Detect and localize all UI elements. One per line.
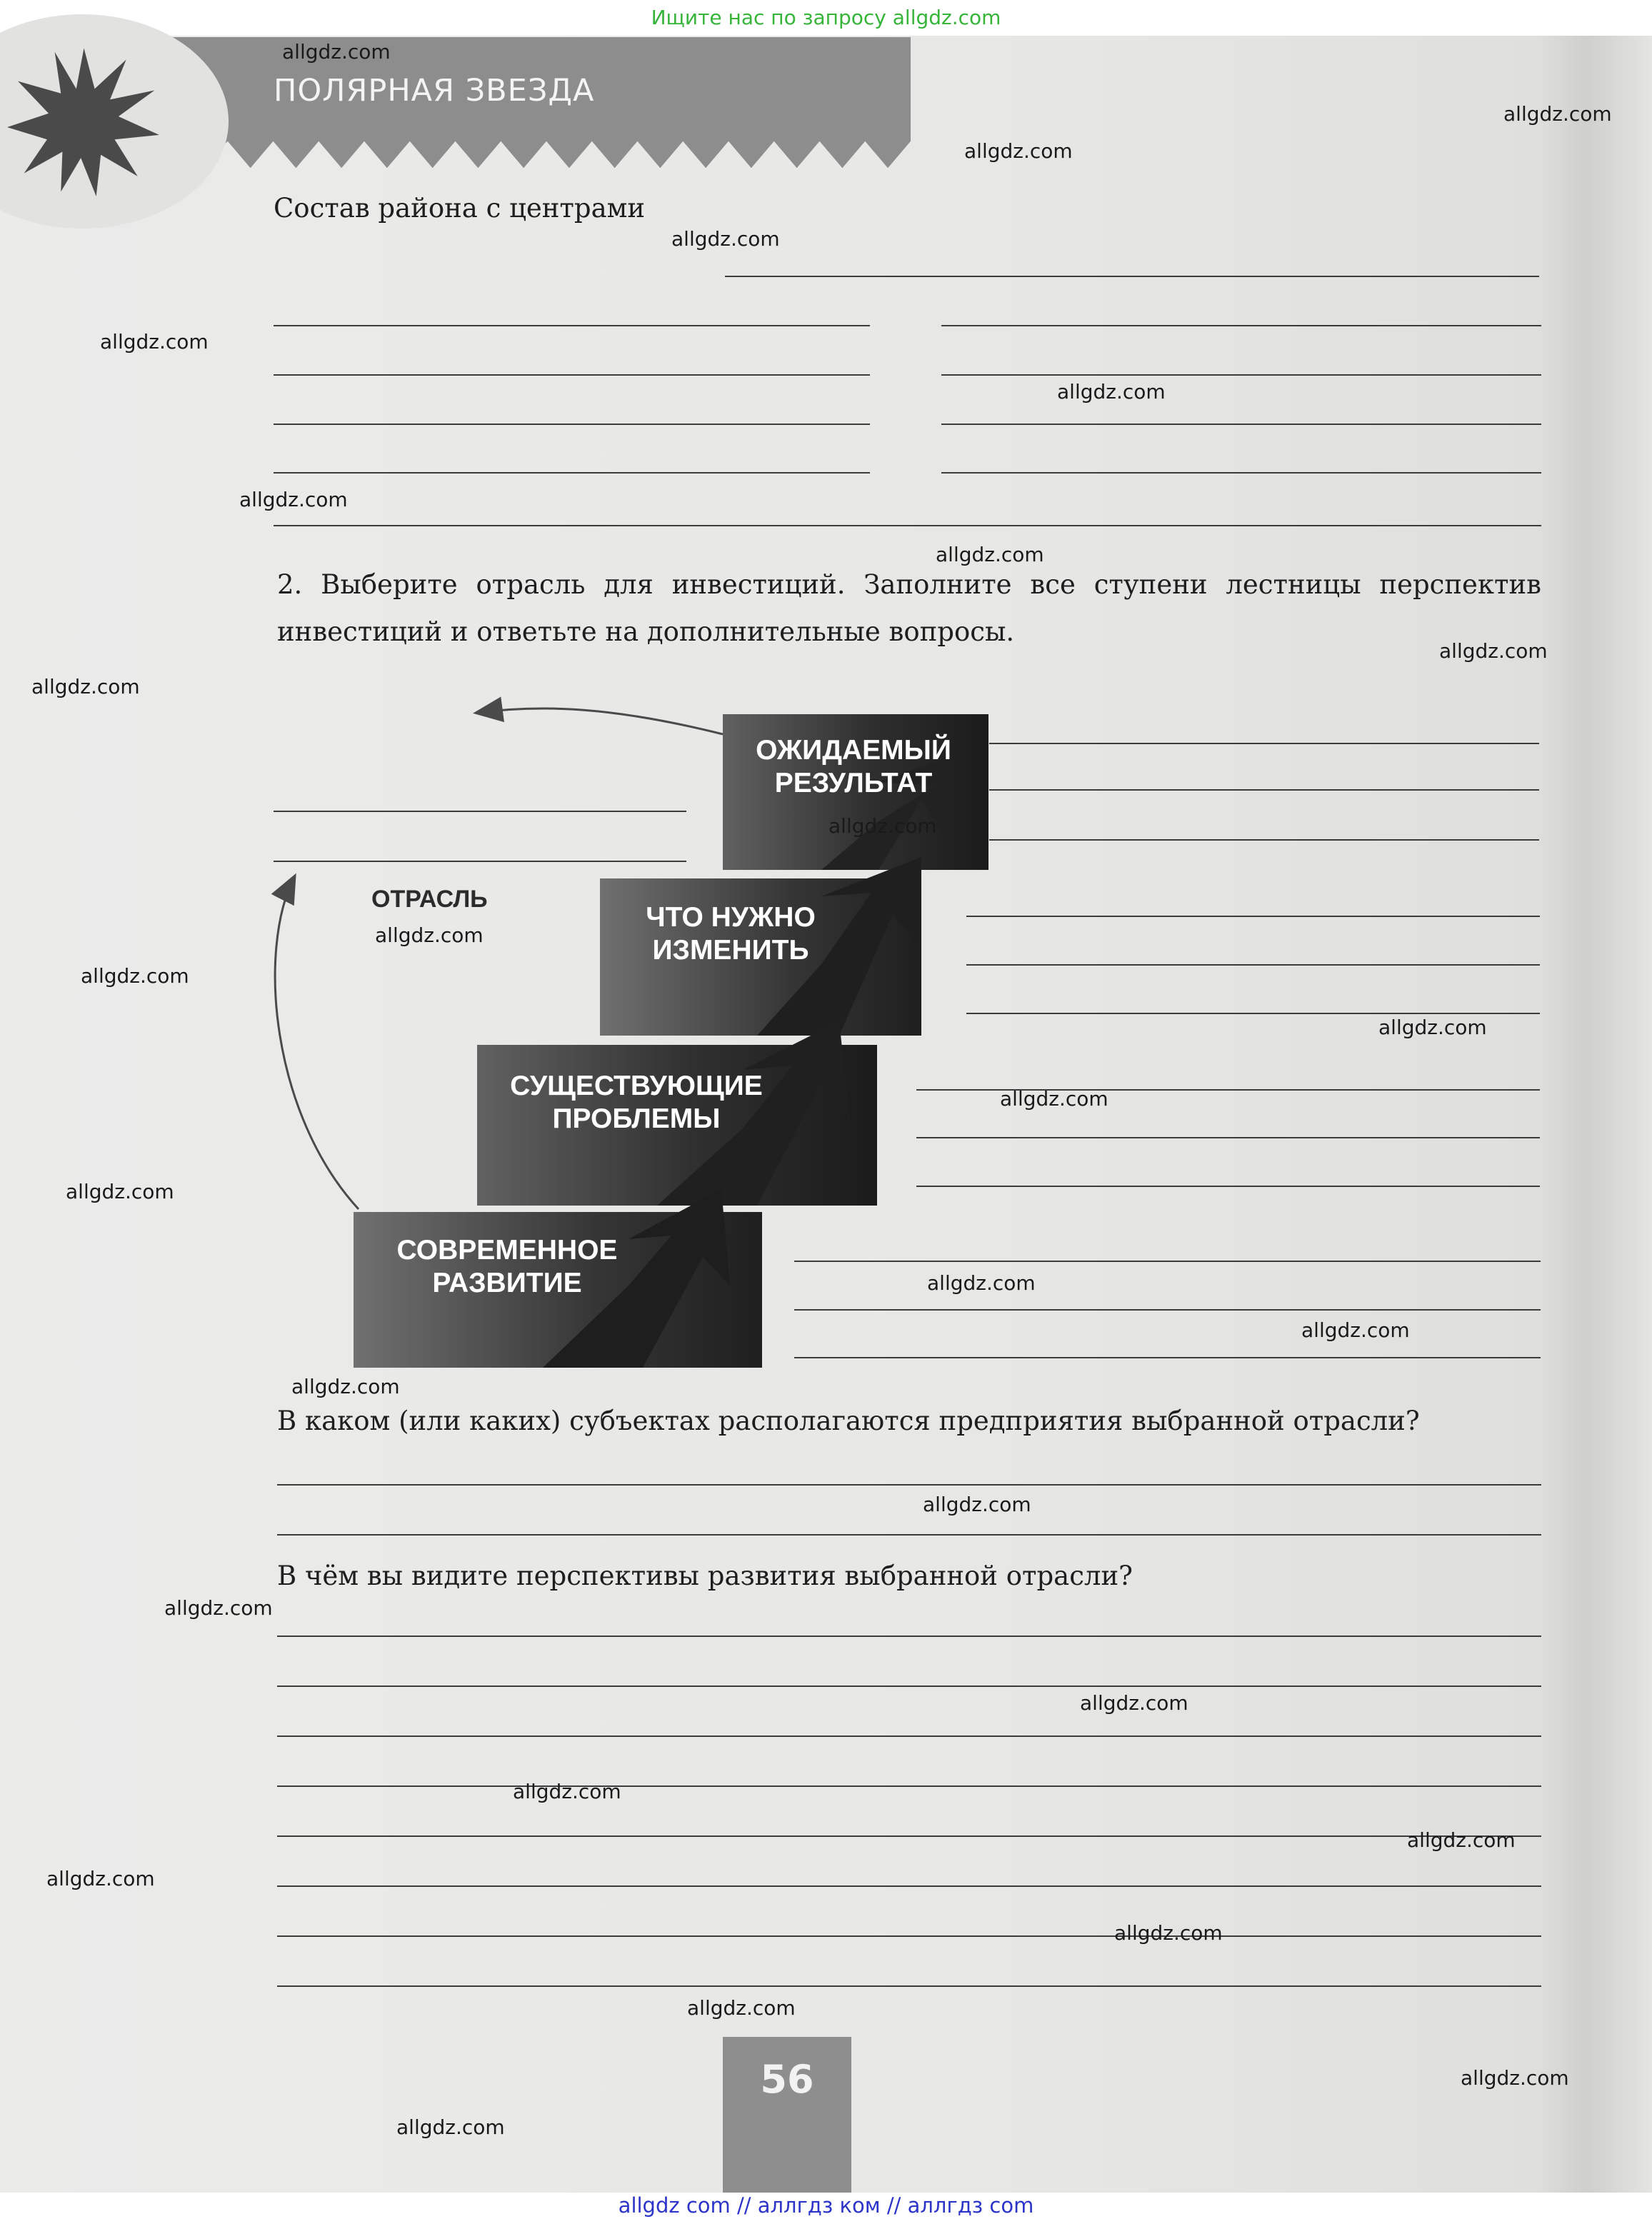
- task-2-text: 2. Выберите отрасль для инвестиций. Заполните все ступени лестницы перспектив инвестиций и ответьте на дополнительные вопросы.: [277, 569, 1541, 647]
- watermark-text: allgdz.com: [1378, 1016, 1487, 1039]
- watermark-text: allgdz.com: [687, 1996, 796, 2020]
- watermark-text: allgdz.com: [513, 1780, 621, 1803]
- answer-line[interactable]: [989, 743, 1539, 744]
- watermark-text: allgdz.com: [936, 543, 1044, 566]
- return-arrow: [477, 708, 723, 734]
- step-3-label: ЧТО НУЖНО ИЗМЕНИТЬ: [646, 902, 816, 966]
- answer-line[interactable]: [916, 1186, 1540, 1187]
- watermark-text: allgdz.com: [1000, 1087, 1108, 1111]
- step-4-label: ОЖИДАЕМЫЙ РЕЗУЛЬТАТ: [756, 735, 951, 798]
- watermark-text: allgdz.com: [1439, 639, 1548, 663]
- bottom-banner[interactable]: allgdz com // аллгдз ком // аллгдз com: [0, 2193, 1652, 2219]
- watermark-text: allgdz.com: [1407, 1828, 1516, 1852]
- watermark-text: allgdz.com: [239, 488, 348, 511]
- section-title: Состав района с центрами: [274, 193, 646, 224]
- watermark-text: allgdz.com: [31, 675, 140, 698]
- watermark-text: allgdz.com: [1080, 1691, 1188, 1715]
- answer-line[interactable]: [277, 1935, 1541, 1937]
- watermark-text: allgdz.com: [1114, 1921, 1223, 1945]
- top-banner[interactable]: Ищите нас по запросу allgdz.com: [0, 0, 1652, 36]
- answer-line[interactable]: [794, 1261, 1541, 1262]
- answer-line[interactable]: [794, 1357, 1541, 1358]
- watermark-text: allgdz.com: [81, 964, 189, 988]
- step-2-label: СУЩЕСТВУЮЩИЕ ПРОБЛЕМЫ: [510, 1071, 763, 1134]
- answer-line[interactable]: [277, 1484, 1541, 1486]
- question-subjects: В каком (или каких) субъектах располагаются предприятия выбранной отрасли?: [277, 1406, 1420, 1436]
- watermark-text: allgdz.com: [46, 1867, 155, 1890]
- watermark-text: allgdz.com: [671, 227, 780, 251]
- answer-line[interactable]: [274, 861, 686, 862]
- question-prospects: В чём вы видите перспективы развития выбранной отрасли?: [277, 1561, 1133, 1591]
- watermark-text: allgdz.com: [1057, 380, 1166, 404]
- industry-label: ОТРАСЛЬ: [371, 886, 488, 913]
- page-number: 56: [760, 2057, 814, 2102]
- watermark-text: allgdz.com: [291, 1375, 400, 1398]
- watermark-text: allgdz.com: [375, 923, 484, 947]
- watermark-text: allgdz.com: [1503, 102, 1612, 126]
- answer-line[interactable]: [277, 1985, 1541, 1987]
- step-1-label: СОВРЕМЕННОЕ РАЗВИТИЕ: [396, 1235, 618, 1298]
- answer-line[interactable]: [989, 789, 1539, 791]
- answer-line[interactable]: [277, 1685, 1541, 1687]
- answer-line[interactable]: [966, 1013, 1540, 1014]
- answer-line[interactable]: [277, 1785, 1541, 1787]
- watermark-text: allgdz.com: [964, 139, 1073, 163]
- watermark-text: allgdz.com: [828, 814, 937, 838]
- cycle-arrow: [275, 877, 359, 1209]
- answer-line[interactable]: [966, 916, 1540, 917]
- answer-line[interactable]: [277, 1534, 1541, 1536]
- answer-line[interactable]: [794, 1309, 1541, 1311]
- answer-line[interactable]: [966, 964, 1540, 966]
- brand-title: ПОЛЯРНАЯ ЗВЕЗДА: [274, 73, 595, 109]
- watermark-text: allgdz.com: [100, 330, 209, 354]
- watermark-text: allgdz.com: [923, 1493, 1031, 1516]
- answer-line[interactable]: [277, 1835, 1541, 1837]
- watermark-text: allgdz.com: [282, 40, 391, 64]
- answer-line[interactable]: [916, 1137, 1540, 1138]
- answer-line[interactable]: [277, 1735, 1541, 1737]
- watermark-text: allgdz.com: [1461, 2066, 1569, 2090]
- watermark-text: allgdz.com: [164, 1596, 273, 1620]
- watermark-text: allgdz.com: [927, 1271, 1036, 1295]
- watermark-text: allgdz.com: [66, 1180, 174, 1203]
- answer-line[interactable]: [274, 811, 686, 812]
- answer-line[interactable]: [989, 839, 1539, 841]
- watermark-text: allgdz.com: [396, 2115, 505, 2139]
- answer-line[interactable]: [277, 1885, 1541, 1887]
- watermark-text: allgdz.com: [1301, 1318, 1410, 1342]
- answer-line[interactable]: [277, 1636, 1541, 1637]
